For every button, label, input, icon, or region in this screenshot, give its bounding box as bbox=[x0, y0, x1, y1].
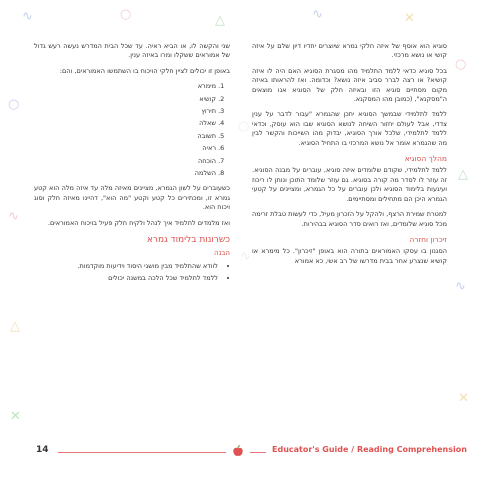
page-number: 14 bbox=[36, 445, 49, 455]
paragraph: ואז מלמדים לתלמיד איך לנהל ולקיח חלק פעיל בויכוח האמוראים. bbox=[47, 218, 230, 227]
paragraph: שני והקשה לו, או הביא ראיה. עד שכל הבית המדרש נעשה רעש גדול של אמוראים ששקלו ומרו באיזה ענין. bbox=[34, 42, 230, 60]
paragraph: למטרת שמירת הרצף, ולהקל על הזכרון מעיל, כדי לעשות טבלת זרימה מכל סוגיא שלומדים, ואז רואים סדר הסוגיא בבהירות. bbox=[252, 210, 447, 228]
list-item: 1. מימרא bbox=[34, 82, 216, 91]
decor-circle-icon: ○ bbox=[455, 57, 467, 72]
right-column bbox=[252, 42, 447, 272]
decor-circle-icon: ○ bbox=[8, 97, 20, 112]
paragraph: ללמד לתלמידי, שקודם שלומדים איזה סוגיא, עוברים על מבנה הסוגיא. זה עוזר לו לסדר מה קורה בסוגיא. גם עוזר שלומד התוכן ונותן לו ריכוז ועיגעות בלימוד הסוגיא ולכן עוברים על כל הגמרא, ומציינים על קטעי הגמרא היכן הם מתחילים ומסתיימים. bbox=[252, 166, 447, 203]
decor-x-icon: ✕ bbox=[458, 391, 469, 406]
list-item: 8. השלמה bbox=[34, 169, 216, 178]
list-item: 7. הוכחה bbox=[34, 157, 216, 166]
paragraph: הסגנון בו עסקו האמוראים בתורה הוא באופן "זיכרון". כל מימרא או קושיא שנצרע אחר בבית מדרשו של רב אשי, כא אמורא bbox=[252, 247, 447, 265]
decor-wave-icon: ∿ bbox=[240, 249, 251, 264]
section-heading-memory: זיכרון וחזרה bbox=[409, 234, 447, 244]
decor-triangle-icon: △ bbox=[215, 13, 225, 28]
decor-triangle-icon: △ bbox=[10, 319, 20, 334]
section-heading-skills: כשרונות בלימוד גמרא bbox=[146, 235, 230, 246]
paragraph: כשעוברים על לשון הגמרא, מציינים מאיזה מלה עד איזה מלה הוא קטע גמרא זו, ומכתירים כל קטע וקטע "מה הוא", דהיינו מאיזה חלק וסוג ויכוח הוא. bbox=[34, 184, 230, 212]
guide-title: Educator's Guide / Reading Comprehension bbox=[272, 445, 467, 454]
apple-icon bbox=[232, 445, 244, 457]
decor-squiggle-icon: ∿ bbox=[22, 9, 33, 24]
paragraph: באופן זו יכולים לציין חלקי הויכוח בו השתמשו האמוראים, והם: bbox=[59, 66, 230, 75]
list-item: 5. תשובה bbox=[34, 132, 216, 141]
decor-circle-icon: ○ bbox=[238, 119, 250, 134]
decor-squiggle-icon: ∿ bbox=[8, 209, 19, 224]
paragraph: ללמד לתלמידי שבמשך הסוגיא יתכן שהגמרא "עבור לדבר על ענין צדדי, אבל לעולם יחזור השיחה לנושא הסוגיא שבו הוא עוסק, וכדאי ללמד לתלמידי, שלכל אורך הסוגיא, יבדוק מהו השייכות והקשר לבין מה שהגמרא אומר אל נושא המרכזי בו התחיל הסוגיא. bbox=[252, 110, 447, 147]
paragraph: בכל סוגיא כדאי ללמד התלמיד מהו מסגרת הסוגיא האם היה לו איזה קושיא? או רצה לברר סביב איזה נושא? וכדומה. ואז להראותו באיזה מקום מסתיים סוגיא הזו ובאיזה חלק של הסוגיא אנו מוצאים ה"מסקנא", (כמובן מהו המסקנא. bbox=[252, 66, 447, 104]
page-footer bbox=[0, 442, 479, 462]
list-item: 3. תירוץ bbox=[34, 107, 216, 116]
list-item: 4. שאלה bbox=[34, 119, 216, 128]
decor-wave-icon: ∿ bbox=[455, 279, 466, 294]
paragraph: סוגיא הוא אוסף של איזה חלקי גמרא שיוצרים יחדיו דיון שלם על איזה קושי או נושא מרכזי. bbox=[252, 42, 447, 60]
left-column bbox=[34, 42, 230, 287]
footer-divider bbox=[58, 452, 226, 453]
decor-circle-icon: ○ bbox=[120, 7, 132, 22]
list-item: • לוודא שהתלמיד מבין מושגי היסוד וידיעות מוקדמות. bbox=[34, 262, 218, 271]
footer-divider bbox=[250, 452, 266, 453]
skills-bullet-list bbox=[34, 262, 230, 284]
decor-wave-icon: ∿ bbox=[312, 7, 323, 22]
decor-x-icon: ✕ bbox=[404, 11, 415, 26]
list-item: 6. ראיה bbox=[34, 144, 216, 153]
subheading-understanding: הבנה bbox=[214, 248, 230, 257]
decor-x-icon: ✕ bbox=[10, 409, 21, 424]
list-item: 2. קושיא bbox=[34, 95, 216, 104]
argument-types-list bbox=[34, 82, 230, 178]
section-heading-flow: מהלך הסוגיא bbox=[404, 154, 447, 164]
list-item: • ללמד לתלמיד שכל הלכה במשנה יכולים bbox=[34, 274, 218, 283]
decor-triangle-icon: △ bbox=[458, 167, 468, 182]
